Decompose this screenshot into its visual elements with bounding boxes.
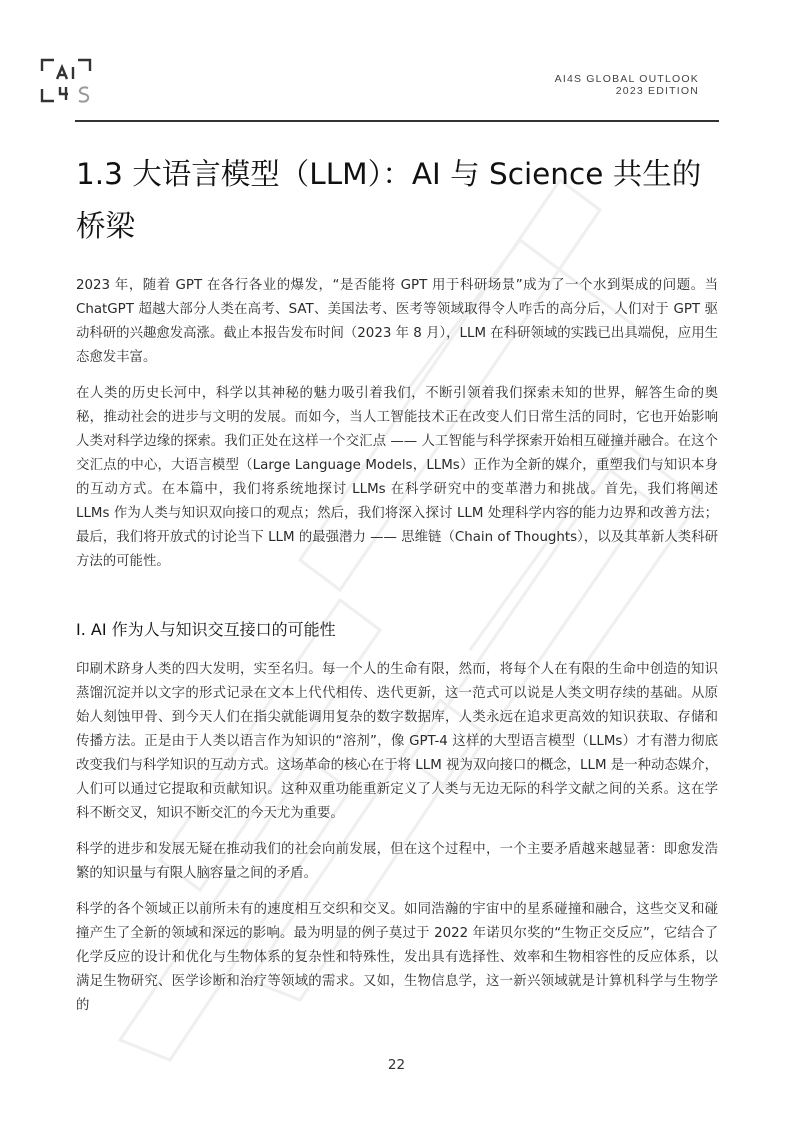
section-title: 1.3 大语言模型（LLM）：AI 与 Science 共生的桥梁: [76, 157, 702, 243]
publication-title: AI4S GLOBAL OUTLOOK: [554, 73, 699, 85]
header-divider: [75, 120, 719, 122]
body-paragraph: 印刷术跻身人类的四大发明，实至名归。每一个人的生命有限，然而，将每个人在有限的生命中创造的知识蒸馏沉淀并以文字的形式记录在文本上代代相传、迭代更新，这一范式可以说是人类文明存续的基础。从原始人刻蚀甲骨、到今天人们在指尖就能调用复杂的数字数据库，人类永远在追求更高效的知识获取、存储和传播方法。正是由于人类以语言作为知识的“溶剂”，像 GPT-4 这样的大型语言模型（LLMs）才有潜力彻底改变我们与科学知识的互动方式。这场革命的核心在于将 LLM 视为双向接口的概念，LLM 是一种动态媒介，人们可以通过它提取和贡献知识。这种双重功能重新定义了人类与无边无际的科学文献之间的关系。这在学科不断交叉，知识不断交汇的今天尤为重要。: [76, 662, 718, 821]
body-paragraph: 科学的进步和发展无疑在推动我们的社会向前发展，但在这个过程中，一个主要矛盾越来越显著：即愈发浩繁的知识量与有限人脑容量之间的矛盾。: [76, 842, 718, 881]
page-number: 22: [387, 1057, 406, 1073]
ai4s-logo-icon: [38, 57, 94, 105]
publication-header: [555, 73, 699, 97]
subsection-title: I. AI 作为人与知识交互接口的可能性: [76, 620, 336, 639]
body-paragraph: 科学的各个领域正以前所未有的速度相互交织和交叉。如同浩瀚的宇宙中的星系碰撞和融合，这些交叉和碰撞产生了全新的领域和深远的影响。最为明显的例子莫过于 2022 年诺贝尔奖的“生物正交反应”，它结合了化学反应的设计和优化与生物体系的复杂性和特殊性，发出具有选择性、效率和生物相容性的反应体系，以满足生物研究、医学诊断和治疗等领域的需求。又如，生物信息学，这一新兴领域就是计算机科学与生物学的: [76, 902, 718, 1013]
publication-edition: 2023 EDITION: [615, 85, 699, 97]
intro-paragraph: 2023 年，随着 GPT 在各行各业的爆发，“是否能将 GPT 用于科研场景”成为了一个水到渠成的问题。当 ChatGPT 超越大部分人类在高考、SAT、美国法考、医考等领域取得令人咋舌的高分后，人们对于 GPT 驱动科研的兴趣愈发高涨。截止本报告发布时间（2023 年 8 月），LLM 在科研领域的实践已出具端倪，应用生态愈发丰富。: [76, 278, 718, 365]
page-content: [76, 148, 718, 1030]
intro-paragraph: 在人类的历史长河中，科学以其神秘的魅力吸引着我们，不断引领着我们探索未知的世界，解答生命的奥秘，推动社会的进步与文明的发展。而如今，当人工智能技术正在改变人们日常生活的同时，它也开始影响人类对科学边缘的探索。我们正处在这样一个交汇点 —— 人工智能与科学探索开始相互碰撞并融合。在这个交汇点的中心，大语言模型（Large Language Models，LLMs）正作为全新的媒介，重塑我们与知识本身的互动方式。在本篇中，我们将系统地探讨 LLMs 在科学研究中的变革潜力和挑战。首先，我们将阐述 LLMs 作为人类与知识双向接口的观点；然后，我们将深入探讨 LLM 处理科学内容的能力边界和改善方法；最后，我们将开放式的讨论当下 LLM 的最强潜力 —— 思维链（Chain of Thoughts），以及其革新人类科研方法的可能性。: [76, 386, 718, 569]
